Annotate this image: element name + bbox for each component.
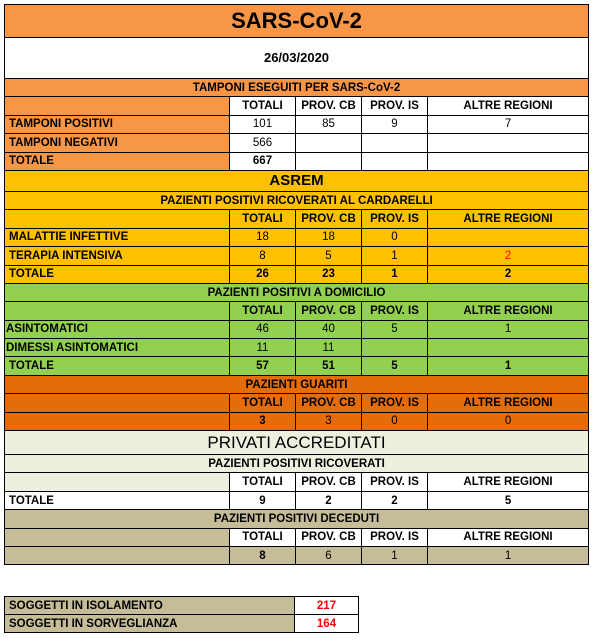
cell-value: 51 xyxy=(296,357,362,375)
row-label: TOTALE xyxy=(5,152,230,170)
column-header-altre-regioni: ALTRE REGIONI xyxy=(428,473,589,491)
column-header-totali: TOTALI xyxy=(230,394,296,412)
row-label: TOTALE xyxy=(5,491,230,509)
cell-value: 26 xyxy=(230,265,296,283)
cell-value: 5 xyxy=(428,491,589,509)
cell-value: 6 xyxy=(296,546,362,564)
table-row xyxy=(5,412,589,430)
privati-title: PRIVATI ACCREDITATI xyxy=(5,431,589,455)
isolation-table xyxy=(4,596,359,633)
isolation-label: SOGGETTI IN ISOLAMENTO xyxy=(5,597,295,615)
column-header-blank xyxy=(5,394,230,412)
privati-columns-row xyxy=(5,473,589,491)
column-header-blank xyxy=(5,528,230,546)
table-row xyxy=(5,597,359,615)
cell-value: 1 xyxy=(428,546,589,564)
tamponi-header: TAMPONI ESEGUITI PER SARS-CoV-2 xyxy=(5,79,589,97)
row-label: TAMPONI NEGATIVI xyxy=(5,134,230,152)
column-header-prov-cb: PROV. CB xyxy=(296,394,362,412)
cell-value: 8 xyxy=(230,546,296,564)
cell-value: 2 xyxy=(428,247,589,265)
table-row xyxy=(5,491,589,509)
privati-title-row xyxy=(5,431,589,455)
cell-value xyxy=(428,339,589,357)
privati-header: PAZIENTI POSITIVI RICOVERATI xyxy=(5,455,589,473)
cell-value: 46 xyxy=(230,320,296,338)
title-row xyxy=(5,5,589,38)
cell-value: 1 xyxy=(362,546,428,564)
cell-value: 5 xyxy=(362,320,428,338)
cell-value: 3 xyxy=(296,412,362,430)
column-header-totali: TOTALI xyxy=(230,473,296,491)
table-row xyxy=(5,247,589,265)
cell-value: 57 xyxy=(230,357,296,375)
column-header-altre-regioni: ALTRE REGIONI xyxy=(428,528,589,546)
asrem-title: ASREM xyxy=(5,170,589,191)
deceduti-columns-row xyxy=(5,528,589,546)
cell-value: 7 xyxy=(428,115,589,133)
cell-value: 11 xyxy=(230,339,296,357)
cell-value xyxy=(362,152,428,170)
column-header-prov-is: PROV. IS xyxy=(362,210,428,228)
cell-value: 1 xyxy=(362,247,428,265)
table-row xyxy=(5,265,589,283)
covid-report-table xyxy=(4,4,589,565)
row-label-blank xyxy=(5,546,230,564)
row-label: DIMESSI ASINTOMATICI xyxy=(5,339,230,357)
row-label: ASINTOMATICI xyxy=(5,320,230,338)
cell-value xyxy=(362,339,428,357)
table-row xyxy=(5,115,589,133)
column-header-altre-regioni: ALTRE REGIONI xyxy=(428,302,589,320)
column-header-prov-cb: PROV. CB xyxy=(296,528,362,546)
column-header-prov-is: PROV. IS xyxy=(362,394,428,412)
table-row xyxy=(5,357,589,375)
domicilio-header-row xyxy=(5,283,589,301)
isolation-value: 217 xyxy=(295,597,359,615)
cell-value: 2 xyxy=(428,265,589,283)
table-row xyxy=(5,228,589,246)
cell-value xyxy=(362,134,428,152)
column-header-totali: TOTALI xyxy=(230,210,296,228)
tamponi-columns-row xyxy=(5,97,589,115)
row-label: TAMPONI POSITIVI xyxy=(5,115,230,133)
guariti-header-row xyxy=(5,375,589,393)
column-header-prov-cb: PROV. CB xyxy=(296,97,362,115)
date-row xyxy=(5,38,589,79)
row-label: TERAPIA INTENSIVA xyxy=(5,247,230,265)
table-row xyxy=(5,152,589,170)
column-header-blank xyxy=(5,302,230,320)
table-row xyxy=(5,339,589,357)
deceduti-header-row xyxy=(5,510,589,528)
cell-value xyxy=(428,152,589,170)
asrem-columns-row xyxy=(5,210,589,228)
column-header-blank xyxy=(5,97,230,115)
column-header-blank xyxy=(5,210,230,228)
row-label: MALATTIE INFETTIVE xyxy=(5,228,230,246)
surveillance-label: SOGGETTI IN SORVEGLIANZA xyxy=(5,615,295,633)
cell-value: 9 xyxy=(230,491,296,509)
asrem-header: PAZIENTI POSITIVI RICOVERATI AL CARDARELLI xyxy=(5,191,589,209)
guariti-header: PAZIENTI GUARITI xyxy=(5,375,589,393)
deceduti-header: PAZIENTI POSITIVI DECEDUTI xyxy=(5,510,589,528)
column-header-prov-cb: PROV. CB xyxy=(296,473,362,491)
asrem-title-row xyxy=(5,170,589,191)
column-header-totali: TOTALI xyxy=(230,528,296,546)
column-header-prov-cb: PROV. CB xyxy=(296,302,362,320)
column-header-totali: TOTALI xyxy=(230,302,296,320)
column-header-prov-is: PROV. IS xyxy=(362,473,428,491)
row-label-blank xyxy=(5,412,230,430)
cell-value: 85 xyxy=(296,115,362,133)
cell-value: 2 xyxy=(296,491,362,509)
domicilio-header: PAZIENTI POSITIVI A DOMICILIO xyxy=(5,283,589,301)
privati-header-row xyxy=(5,455,589,473)
cell-value: 1 xyxy=(428,320,589,338)
column-header-prov-cb: PROV. CB xyxy=(296,210,362,228)
column-header-altre-regioni: ALTRE REGIONI xyxy=(428,394,589,412)
guariti-columns-row xyxy=(5,394,589,412)
cell-value: 18 xyxy=(296,228,362,246)
cell-value: 101 xyxy=(230,115,296,133)
cell-value: 5 xyxy=(296,247,362,265)
cell-value: 667 xyxy=(230,152,296,170)
cell-value: 0 xyxy=(362,228,428,246)
tamponi-header-row xyxy=(5,79,589,97)
cell-value xyxy=(296,134,362,152)
cell-value: 8 xyxy=(230,247,296,265)
column-header-altre-regioni: ALTRE REGIONI xyxy=(428,97,589,115)
domicilio-columns-row xyxy=(5,302,589,320)
table-row xyxy=(5,134,589,152)
report-title: SARS-CoV-2 xyxy=(5,5,589,38)
cell-value: 5 xyxy=(362,357,428,375)
cell-value xyxy=(428,228,589,246)
cell-value: 0 xyxy=(428,412,589,430)
cell-value: 9 xyxy=(362,115,428,133)
cell-value: 2 xyxy=(362,491,428,509)
cell-value xyxy=(428,134,589,152)
cell-value: 0 xyxy=(362,412,428,430)
column-header-altre-regioni: ALTRE REGIONI xyxy=(428,210,589,228)
asrem-header-row xyxy=(5,191,589,209)
cell-value: 1 xyxy=(428,357,589,375)
cell-value: 18 xyxy=(230,228,296,246)
cell-value: 23 xyxy=(296,265,362,283)
surveillance-value: 164 xyxy=(295,615,359,633)
cell-value: 566 xyxy=(230,134,296,152)
table-row xyxy=(5,615,359,633)
row-label: TOTALE xyxy=(5,357,230,375)
column-header-prov-is: PROV. IS xyxy=(362,302,428,320)
column-header-totali: TOTALI xyxy=(230,97,296,115)
cell-value: 3 xyxy=(230,412,296,430)
table-row xyxy=(5,546,589,564)
row-label: TOTALE xyxy=(5,265,230,283)
cell-value: 1 xyxy=(362,265,428,283)
column-header-blank xyxy=(5,473,230,491)
cell-value: 11 xyxy=(296,339,362,357)
table-row xyxy=(5,320,589,338)
column-header-prov-is: PROV. IS xyxy=(362,528,428,546)
cell-value xyxy=(296,152,362,170)
column-header-prov-is: PROV. IS xyxy=(362,97,428,115)
cell-value: 40 xyxy=(296,320,362,338)
report-date: 26/03/2020 xyxy=(5,38,589,79)
